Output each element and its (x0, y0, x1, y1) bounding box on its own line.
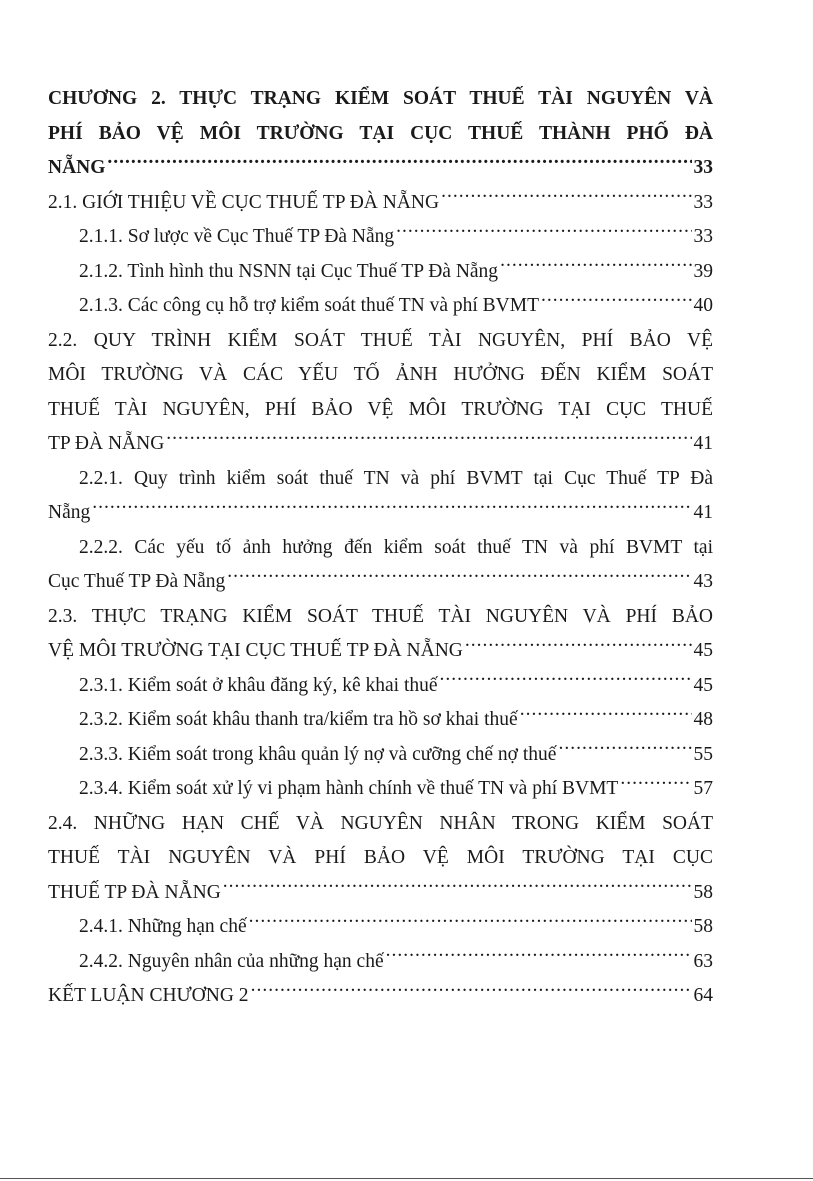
page-number: 57 (693, 778, 713, 799)
toc-entry-2-1[interactable] (48, 186, 713, 221)
page-number: 58 (693, 881, 713, 903)
toc-entry-2-4[interactable] (48, 807, 713, 911)
dot-leader (249, 913, 692, 933)
dot-leader (440, 671, 692, 691)
dot-leader (541, 292, 691, 312)
toc-entry-title: VỆ MÔI TRƯỜNG TẠI CỤC THUẾ TP ĐÀ NẴNG (48, 640, 463, 661)
toc-entry-2-4-2[interactable] (48, 945, 713, 980)
toc-line: 2.2. QUY TRÌNH KIỂM SOÁT THUẾ TÀI NGUYÊN, PHÍ BẢO VỆ (48, 329, 713, 351)
dot-leader (620, 775, 691, 795)
toc-line: PHÍ BẢO VỆ MÔI TRƯỜNG TẠI CỤC THUẾ THÀNH PHỐ ĐÀ (48, 122, 713, 144)
page-number: 64 (693, 985, 713, 1006)
toc-entry-2-1-3[interactable] (48, 289, 713, 324)
page-number: 39 (693, 260, 713, 282)
dot-leader (558, 740, 691, 760)
dot-leader (227, 568, 691, 588)
page-bottom-rule (0, 1178, 813, 1179)
dot-leader (500, 257, 691, 277)
toc-entry-2-4-1[interactable] (48, 910, 713, 945)
page-number: 55 (693, 743, 713, 765)
toc-entry-title: 2.1.3. Các công cụ hỗ trợ kiểm soát thuế TN và phí BVMT (79, 295, 540, 316)
page-number: 33 (693, 157, 713, 178)
toc-entry-title: NẴNG (48, 157, 106, 178)
toc-entry-title: 2.4.2. Nguyên nhân của những hạn chế (79, 950, 384, 972)
toc-entry-title: 2.3.3. Kiểm soát trong khâu quản lý nợ và cưỡng chế nợ thuế (79, 743, 557, 765)
toc-entry-2-3-4[interactable] (48, 772, 713, 807)
toc-entry-title: 2.4.1. Những hạn chế (79, 916, 247, 937)
toc-entry-title: THUẾ TP ĐÀ NẴNG (48, 881, 221, 903)
toc-entry-2-2[interactable] (48, 324, 713, 462)
page-number: 41 (693, 433, 713, 454)
toc-entry-2-3-2[interactable] (48, 703, 713, 738)
dot-leader (251, 982, 692, 1002)
toc-entry-2-3-1[interactable] (48, 669, 713, 704)
toc-entry-title: 2.1. GIỚI THIỆU VỀ CỤC THUẾ TP ĐÀ NẴNG (48, 191, 440, 213)
toc-line: THUẾ TÀI NGUYÊN VÀ PHÍ BẢO VỆ MÔI TRƯỜNG TẠI CỤC (48, 847, 713, 868)
toc-line: 2.2.2. Các yếu tố ảnh hưởng đến kiểm soát thuế TN và phí BVMT tại (79, 536, 713, 558)
toc-entry-2-1-1[interactable] (48, 220, 713, 255)
toc-entry-2-2-2[interactable] (48, 531, 713, 600)
page-number: 33 (693, 226, 713, 247)
toc-entry-2-3-3[interactable] (48, 738, 713, 773)
toc-entry-2-1-2[interactable] (48, 255, 713, 290)
dot-leader (465, 637, 692, 657)
toc-line: CHƯƠNG 2. THỰC TRẠNG KIỂM SOÁT THUẾ TÀI NGUYÊN VÀ (48, 88, 713, 109)
toc-entry-2-3[interactable] (48, 600, 713, 669)
dot-leader (441, 188, 691, 208)
toc-entry-title: 2.3.2. Kiểm soát khâu thanh tra/kiểm tra hồ sơ khai thuế (79, 709, 518, 730)
toc-entry-conclusion[interactable] (48, 979, 713, 1014)
toc-entry-title: Cục Thuế TP Đà Nẵng (48, 571, 226, 592)
dot-leader (386, 947, 692, 967)
page-number: 33 (693, 191, 713, 213)
page-number: 63 (693, 950, 713, 972)
toc-entry-title: TP ĐÀ NẴNG (48, 433, 165, 454)
dot-leader (223, 878, 692, 898)
toc-entry-title: Nẵng (48, 502, 91, 523)
toc-entry-title: KẾT LUẬN CHƯƠNG 2 (48, 985, 249, 1006)
table-of-contents (48, 82, 713, 1014)
toc-line: THUẾ TÀI NGUYÊN, PHÍ BẢO VỆ MÔI TRƯỜNG TẠI CỤC THUẾ (48, 398, 713, 420)
dot-leader (520, 706, 692, 726)
page-number: 48 (693, 709, 713, 730)
dot-leader (396, 223, 691, 243)
toc-line: MÔI TRƯỜNG VÀ CÁC YẾU TỐ ẢNH HƯỞNG ĐẾN KIỂM SOÁT (48, 364, 713, 385)
page-number: 45 (693, 674, 713, 696)
page-number: 45 (693, 640, 713, 661)
toc-line: 2.2.1. Quy trình kiểm soát thuế TN và phí BVMT tại Cục Thuế TP Đà (79, 467, 713, 489)
toc-entry-2-2-1[interactable] (48, 462, 713, 531)
toc-entry-title: 2.1.2. Tình hình thu NSNN tại Cục Thuế TP Đà Nẵng (79, 260, 499, 282)
toc-line: 2.4. NHỮNG HẠN CHẾ VÀ NGUYÊN NHÂN TRONG KIỂM SOÁT (48, 812, 713, 834)
toc-entry-chapter-2[interactable] (48, 82, 713, 186)
toc-line: 2.3. THỰC TRẠNG KIỂM SOÁT THUẾ TÀI NGUYÊN VÀ PHÍ BẢO (48, 605, 713, 627)
toc-entry-title: 2.3.4. Kiểm soát xử lý vi phạm hành chính về thuế TN và phí BVMT (79, 778, 619, 799)
dot-leader (107, 154, 691, 174)
dot-leader (166, 430, 691, 450)
page-number: 40 (693, 295, 713, 316)
toc-entry-title: 2.1.1. Sơ lược về Cục Thuế TP Đà Nẵng (79, 226, 395, 247)
page-number: 43 (693, 571, 713, 592)
page-number: 58 (693, 916, 713, 937)
toc-entry-title: 2.3.1. Kiểm soát ở khâu đăng ký, kê khai thuế (79, 674, 438, 696)
page-number: 41 (693, 502, 713, 523)
dot-leader (92, 499, 691, 519)
